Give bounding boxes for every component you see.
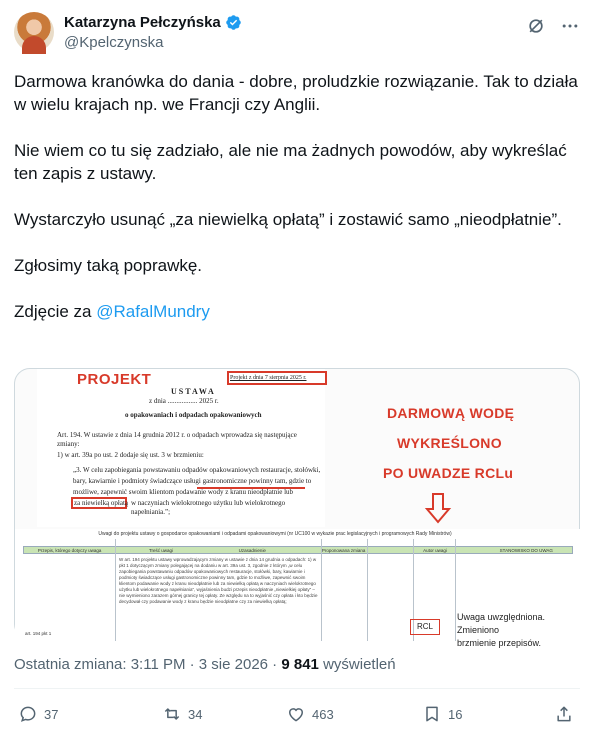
table-title: Uwagi do projektu ustawy o gospodarce opakowaniami i odpadami opakowaniowymi (nr UC100 w wykazie prac legislacyjnych i programowych Rady Ministrów) [98,531,452,537]
avatar[interactable] [14,12,54,52]
doc-date-box: Projekt z dnia 7 sierpnia 2025 r. [230,375,307,381]
share-icon [554,704,574,724]
doc-quote-end: w naczyniach wielokrotnego użytku lub wielokrotnego napełniania.”; [131,499,286,516]
table-grid-line [367,539,368,641]
grok-icon[interactable] [526,16,546,36]
doc-point: 1) w art. 39a po ust. 2 dodaje się ust. 3 w brzmieniu: [57,451,204,459]
doc-subtitle: o opakowaniach i odpadach opakowaniowych [125,411,262,419]
author-name-line [64,14,242,31]
doc-heading: USTAWA [171,387,216,396]
divider [14,688,580,689]
table-header-cell: STANOWISKO DO UWAG [499,548,553,553]
stance-line: Uwaga uwzględniona. Zmieniono [457,612,546,635]
table-header-cell: Autor uwagi [423,548,447,553]
doc-quote: „3. W celu zapobiegania powstawaniu odpadów opakowaniowych restauracje, stołówki, bary, kawiarnie i podmioty świadczące usługi gastronomiczne powinny tam, gdzie to możliwe, zapewnić swoim klientom podawanie wody z kranu nieodpłatnie lub [73,466,321,496]
share-button[interactable] [554,704,574,724]
tweet-paragraph: Nie wiem co tu się zadziało, ale nie ma żadnych powodów, aby wykreślać ten zapis z ustawy. [14,141,567,183]
repost-button[interactable] [162,704,202,724]
mention-link[interactable]: @RafalMundry [96,302,210,321]
photo-credit-prefix: Zdjęcie za [14,302,92,321]
like-count: 463 [312,706,334,722]
document-scan [37,369,325,527]
table-grid-line [455,539,456,641]
reply-count: 37 [44,706,59,722]
table-row-label: art. 194 pkt 1 [25,631,52,636]
like-button[interactable] [286,704,334,724]
heart-icon [286,704,306,724]
tweet-paragraph: Zgłosimy taką poprawkę. [14,256,203,275]
table-cell-text: W art. 194 projektu ustawy wprowadzającym zmiany w ustawie z dnia 14 grudnia o odpadach: 1) w pkt 1 dotyczącym zmiany polegającej na dodaniu w art. 39a ust. 3, zgodnie z którym „w celu zapobiegania powstawaniu odpadów opakowaniowych restauracje, stołówki, bary, kawiarnie i podmioty świadczące usługi gastronomiczne powinny tam, gdzie to możliwe, zapewnić swoim klientom podawanie wody z kranu nieodpłatnie lub za niewielką opłatą w naczyniach wielokrotnego użytku lub wielokrotnego napełniania”, wyjaśnienia budzi przepis nieodpłatnie „niewielkiej opłaty” – nie wymieniono zarazem górnej granicy tej opłaty. Ze względu na to wyjaśnić czy opłata i kto będzie decydował czy podawanie wody z kranu będzie nieodpłatne czy za niewielką opłatą; [119,557,318,604]
tweet-meta [14,656,396,673]
tweet-text [14,70,584,346]
photo-credit [14,300,584,323]
tweet-paragraph: Darmowa kranówka do dania - dobre, proludzkie rozwiązanie. Tak to działa w wielu krajach np. we Francji czy Anglii. [14,72,578,114]
table-grid-line [321,539,322,641]
stance-text [457,611,579,650]
views-label: wyświetleń [318,656,396,673]
reply-button[interactable] [18,704,58,724]
bookmark-icon [422,704,442,724]
tweet-header [14,12,580,56]
tweet-image[interactable] [14,368,580,648]
author-name[interactable]: Katarzyna Pełczyńska [64,14,221,31]
table-header-cell: Treść uwagi [148,548,174,553]
doc-quote-boxed: za niewielką opłatą [74,499,129,507]
bookmark-count: 16 [448,706,463,722]
table-grid-line [115,539,116,641]
underline-mark [197,487,305,489]
projekt-label: PROJEKT [77,371,152,388]
annotation-line: WYKREŚLONO [397,435,502,451]
table-header-cell: Proponowana zmiana [321,548,366,553]
repost-icon [162,704,182,724]
table-header-cell: Przepis, którego dotyczy uwaga [37,548,102,553]
timestamp[interactable]: Ostatnia zmiana: 3:11 PM · 3 sie 2026 · [14,656,282,673]
reply-icon [18,704,38,724]
doc-article: Art. 194. W ustawie z dnia 14 grudnia 2012 r. o odpadach wprowadza się następujące zmiany: [57,431,297,448]
bookmark-button[interactable] [422,704,462,724]
table-header-row [23,546,573,554]
more-options-icon[interactable] [560,16,580,36]
doc-date-line: z dnia ................. 2025 r. [149,397,219,405]
table-header-cell: Uzasadnienie [238,548,266,553]
author-handle[interactable]: @Kpelczynska [64,34,164,51]
views-count: 9 841 [281,656,319,673]
annotation-line: PO UWADZE RCLu [383,465,514,481]
action-bar [14,704,580,730]
tweet-paragraph: Wystarczyło usunąć „za niewielką opłatą” i zostawić samo „nieodpłatnie”. [14,210,562,229]
repost-count: 34 [188,706,203,722]
stance-line: brzmienie przepisów. [457,638,542,648]
down-arrow-icon [425,493,451,523]
author-cell-box: RCL [410,619,440,635]
annotation-line: DARMOWĄ WODĘ [387,405,515,421]
verified-badge-icon [225,14,242,31]
